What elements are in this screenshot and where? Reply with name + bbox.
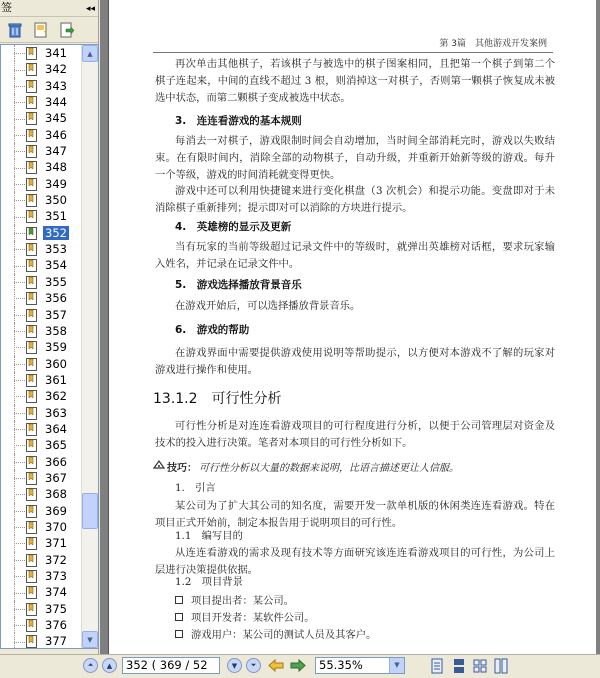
tree-line <box>14 200 25 201</box>
tree-line <box>14 233 25 234</box>
tree-line <box>14 102 25 103</box>
bookmark-page-icon <box>26 96 37 109</box>
tree-line <box>14 511 25 512</box>
bookmark-item[interactable] <box>1 257 81 273</box>
chevron-down-icon[interactable]: ▼ <box>389 658 404 673</box>
tree-line <box>14 266 25 267</box>
bookmark-page-icon <box>26 80 37 93</box>
checkbox-bullet-icon <box>175 613 183 621</box>
tree-line <box>14 609 25 610</box>
single-page-view-icon[interactable] <box>430 658 444 674</box>
bookmark-item[interactable] <box>1 339 81 355</box>
bookmark-page-icon <box>26 178 37 191</box>
paragraph: 再次单击其他棋子，若该棋子与被选中的棋子图案相同，且把第一个棋子到第二个棋子连起来，中间的直线不超过 3 根，则消掉这一对棋子，否则第一颗棋子恢复成未被选中状态，而第二颗棋子变成被选中状态。 <box>155 58 555 104</box>
tree-line <box>14 625 25 626</box>
tree-line <box>14 429 25 430</box>
paragraph: 可行性分析是对连连看游戏项目的可行程度进行分析，以便于公司管理层对资金及技术的投入进行决策。笔者对本项目的可行性分析如下。 <box>155 420 555 449</box>
tree-line <box>14 217 25 218</box>
bookmark-page-icon <box>26 586 37 599</box>
checkbox-bullet-icon <box>175 630 183 638</box>
zoom-select[interactable] <box>315 657 405 674</box>
bookmark-item[interactable] <box>1 633 81 649</box>
numbered-heading: 1.2 项目背景 <box>175 576 243 588</box>
bookmark-item[interactable] <box>1 176 81 192</box>
bookmark-item[interactable] <box>1 552 81 568</box>
list-item: 项目提出者：某公司。 <box>175 592 294 607</box>
tree-line <box>14 347 25 348</box>
bookmark-page-icon <box>26 325 37 338</box>
tree-line <box>14 298 25 299</box>
bookmark-label: 377 <box>45 634 67 649</box>
bookmark-label: 346 <box>45 127 67 142</box>
bookmark-item[interactable] <box>1 94 81 110</box>
bookmark-page-icon <box>26 537 37 550</box>
tree-line <box>14 331 25 332</box>
bookmark-label: 371 <box>45 536 67 551</box>
bookmark-page-icon <box>26 423 37 436</box>
continuous-view-icon[interactable] <box>452 658 466 674</box>
section-heading: 4. 英雄榜的显示及更新 <box>175 221 292 233</box>
bookmark-item[interactable] <box>1 535 81 551</box>
bookmark-page-icon <box>26 309 37 322</box>
bookmark-item[interactable] <box>1 372 81 388</box>
bookmark-label: 357 <box>45 307 67 322</box>
bookmark-page-icon <box>26 259 37 272</box>
bookmark-item[interactable] <box>1 356 81 372</box>
document-page <box>108 0 596 654</box>
bookmark-label: 370 <box>45 519 67 534</box>
forward-view-icon[interactable] <box>290 658 306 677</box>
tree-line <box>14 184 25 185</box>
tree-line <box>14 282 25 283</box>
bookmark-page-icon <box>26 112 37 125</box>
bookmark-label: 344 <box>45 95 67 110</box>
bookmark-page-icon <box>26 407 37 420</box>
bookmark-page-icon <box>26 554 37 567</box>
bookmark-label: 342 <box>45 62 67 77</box>
bookmark-item[interactable] <box>1 503 81 519</box>
bookmark-page-icon <box>26 341 37 354</box>
tree-line <box>14 70 25 71</box>
tree-line <box>14 396 25 397</box>
bookmark-item[interactable] <box>1 470 81 486</box>
tree-line <box>14 364 25 365</box>
bookmark-page-icon <box>26 521 37 534</box>
tree-line <box>14 560 25 561</box>
bookmark-page-icon <box>26 210 37 223</box>
numbered-heading: 1. 引言 <box>175 482 216 494</box>
bookmark-page-icon <box>26 472 37 485</box>
bookmark-label: 369 <box>45 503 67 518</box>
delete-icon[interactable] <box>6 21 24 39</box>
bookmark-page-icon <box>26 276 37 289</box>
tree-line <box>14 642 25 643</box>
tree-line <box>14 151 25 152</box>
bookmark-label: 376 <box>45 618 67 633</box>
bookmark-label: 367 <box>45 470 67 485</box>
bookmark-page-icon <box>26 635 37 648</box>
tree-line <box>14 380 25 381</box>
bookmark-page-icon <box>26 145 37 158</box>
bookmark-label: 352 <box>45 225 67 240</box>
tree-line <box>14 478 25 479</box>
bookmark-list[interactable] <box>0 44 99 649</box>
bookmark-item[interactable] <box>1 241 81 257</box>
bookmark-item[interactable] <box>1 290 81 306</box>
tip-text: 可行性分析以大量的数据来说明，比语言描述更让人信服。 <box>199 463 459 474</box>
bookmark-label: 355 <box>45 274 67 289</box>
tree-line <box>14 527 25 528</box>
bookmark-page-icon <box>26 227 37 240</box>
tree-line <box>14 249 25 250</box>
bookmark-item[interactable] <box>1 601 81 617</box>
bookmark-page-icon <box>26 161 37 174</box>
document-view[interactable] <box>100 0 600 654</box>
pane-title-text: 签 <box>1 1 12 14</box>
bookmark-item[interactable] <box>1 617 81 633</box>
list-item: 游戏用户：某公司的测试人员及其客户。 <box>175 626 376 641</box>
paragraph: 在游戏开始后，可以选择播放背景音乐。 <box>175 300 361 312</box>
bookmark-page-icon <box>26 505 37 518</box>
bookmark-page-icon <box>26 570 37 583</box>
bookmark-page-icon <box>26 374 37 387</box>
bookmark-item[interactable] <box>1 110 81 126</box>
bookmark-label: 353 <box>45 242 67 257</box>
next-page-button[interactable]: ▼ <box>227 658 242 673</box>
bookmark-page-icon <box>26 456 37 469</box>
bookmark-item[interactable] <box>1 421 81 437</box>
paragraph: 某公司为了扩大其公司的知名度，需要开发一款单机版的休闲类连连看游戏。特在项目正式开始前，制定本报告用于说明项目的可行性。 <box>155 500 555 529</box>
section-heading: 5. 游戏选择播放背景音乐 <box>175 279 302 291</box>
bookmark-label: 350 <box>45 193 67 208</box>
bookmark-label: 363 <box>45 405 67 420</box>
tip-label: 技巧： <box>167 463 197 474</box>
bookmark-page-icon <box>26 63 37 76</box>
tree-line <box>14 135 25 136</box>
tip-box <box>153 459 459 474</box>
bookmark-item[interactable] <box>1 159 81 175</box>
bookmark-page-icon <box>26 129 37 142</box>
bookmark-label: 341 <box>45 46 67 60</box>
paragraph: 每消去一对棋子，游戏限制时间会自动增加，当时间全部消耗完时，游戏以失败结束。在有限时间内，消除全部的动物棋子，自动升级，并重新开始新等级的游戏。每升一个等级，游戏的时间消耗就变得更快。 <box>155 135 555 181</box>
bookmark-page-icon <box>26 488 37 501</box>
section-heading: 6. 游戏的帮助 <box>175 324 250 336</box>
scroll-thumb[interactable] <box>82 493 98 529</box>
first-page-button[interactable]: ⏶ <box>83 658 98 673</box>
bookmark-label: 358 <box>45 323 67 338</box>
paragraph: 当有玩家的当前等级超过记录文件中的等级时，就弹出英雄榜对话框，要求玩家输入姓名，并记录在记录文件中。 <box>155 241 555 270</box>
bookmark-page-icon <box>26 390 37 403</box>
last-page-button[interactable]: ⏷ <box>246 658 261 673</box>
tree-line <box>14 413 25 414</box>
bookmark-label: 364 <box>45 421 67 436</box>
bookmark-item[interactable] <box>1 486 81 502</box>
bookmark-label: 373 <box>45 569 67 583</box>
new-bookmark-icon[interactable] <box>32 21 50 39</box>
previous-page-button[interactable]: ▲ <box>102 658 117 673</box>
tip-icon <box>153 459 165 474</box>
page-header: 第 3篇 其他游戏开发案例 <box>153 38 553 53</box>
bookmark-item[interactable] <box>1 437 81 453</box>
continuous-facing-view-icon[interactable] <box>494 658 508 674</box>
bookmark-label: 374 <box>45 585 67 600</box>
bookmark-item[interactable] <box>1 519 81 535</box>
zoom-value: 55.35% <box>319 658 363 672</box>
bookmark-item[interactable] <box>1 568 81 584</box>
tree-line <box>14 494 25 495</box>
section-heading: 3. 连连看游戏的基本规则 <box>175 115 302 127</box>
bookmark-label: 356 <box>45 291 67 306</box>
back-view-icon[interactable] <box>268 658 284 677</box>
tree-line <box>14 543 25 544</box>
bookmark-scrollbar[interactable] <box>81 45 98 648</box>
collapse-pane-button[interactable]: ◂◂ <box>85 4 95 14</box>
bookmark-label: 345 <box>45 111 67 126</box>
tree-line <box>14 593 25 594</box>
tree-line <box>14 86 25 87</box>
bookmark-item[interactable] <box>1 584 81 600</box>
bookmark-label: 372 <box>45 552 67 567</box>
page-number-input[interactable]: 352 ( 369 / 52 <box>122 657 220 674</box>
paragraph: 在游戏界面中需要提供游戏使用说明等帮助提示，以方便对本游戏不了解的玩家对游戏进行操作和使用。 <box>155 347 555 376</box>
bookmark-label: 348 <box>45 160 67 175</box>
scroll-down-button[interactable]: ▼ <box>82 631 98 648</box>
bookmark-label: 361 <box>45 372 67 387</box>
bookmark-label: 362 <box>45 389 67 404</box>
tree-line <box>14 53 25 54</box>
bookmark-item[interactable] <box>1 405 81 421</box>
bookmark-page-icon <box>26 603 37 616</box>
bookmark-item[interactable] <box>1 143 81 159</box>
bookmark-label: 368 <box>45 487 67 502</box>
bookmark-item[interactable] <box>1 274 81 290</box>
tree-line <box>14 462 25 463</box>
bookmark-item[interactable] <box>1 127 81 143</box>
bookmark-item[interactable] <box>1 78 81 94</box>
bookmark-page-icon <box>26 619 37 632</box>
paragraph: 从连连看游戏的需求及现有技术等方面研究该连连看游戏项目的可行性，为公司上层进行决策提供依据。 <box>155 547 555 576</box>
bookmark-page-icon <box>26 292 37 305</box>
tree-line <box>14 315 25 316</box>
bookmark-item[interactable] <box>1 307 81 323</box>
bookmark-item[interactable] <box>1 388 81 404</box>
list-item: 项目开发者：某软件公司。 <box>175 609 315 624</box>
bookmark-label: 375 <box>45 601 67 616</box>
navigation-toolbar <box>0 654 600 676</box>
tree-line <box>14 445 25 446</box>
bookmark-toolbar <box>0 17 98 43</box>
bookmark-page-icon <box>26 358 37 371</box>
tree-line <box>14 576 25 577</box>
pane-title <box>0 0 98 17</box>
export-icon[interactable] <box>58 21 76 39</box>
bookmark-label: 360 <box>45 356 67 371</box>
bookmark-label: 343 <box>45 78 67 93</box>
scroll-up-button[interactable]: ▲ <box>82 45 98 62</box>
bookmark-label: 351 <box>45 209 67 224</box>
bookmark-item[interactable] <box>1 61 81 77</box>
bookmark-item[interactable] <box>1 323 81 339</box>
bookmark-page-icon <box>26 194 37 207</box>
bookmark-page-icon <box>26 243 37 256</box>
numbered-heading: 1.1 编写目的 <box>175 530 243 542</box>
tree-line <box>14 119 25 120</box>
tree-line <box>14 168 25 169</box>
bookmark-label: 359 <box>45 340 67 355</box>
checkbox-bullet-icon <box>175 596 183 604</box>
bookmark-label: 366 <box>45 454 67 469</box>
bookmark-label: 347 <box>45 144 67 159</box>
bookmark-page-icon <box>26 47 37 60</box>
bookmark-label: 365 <box>45 438 67 453</box>
paragraph: 游戏中还可以利用快捷键来进行变化棋盘（3 次机会）和提示功能。变盘即对于未消除棋子重新排列；提示即对可以消除的方块进行提示。 <box>155 185 555 214</box>
subsection-heading: 13.1.2 可行性分析 <box>153 391 282 407</box>
bookmark-label: 354 <box>45 258 67 273</box>
bookmarks-pane <box>0 0 99 654</box>
bookmark-label: 349 <box>45 176 67 191</box>
bookmark-item[interactable] <box>1 225 81 241</box>
bookmark-item[interactable] <box>1 45 81 61</box>
bookmark-item[interactable] <box>1 454 81 470</box>
facing-view-icon[interactable] <box>473 658 487 674</box>
bookmark-item[interactable] <box>1 208 81 224</box>
bookmark-item[interactable] <box>1 192 81 208</box>
bookmark-page-icon <box>26 439 37 452</box>
